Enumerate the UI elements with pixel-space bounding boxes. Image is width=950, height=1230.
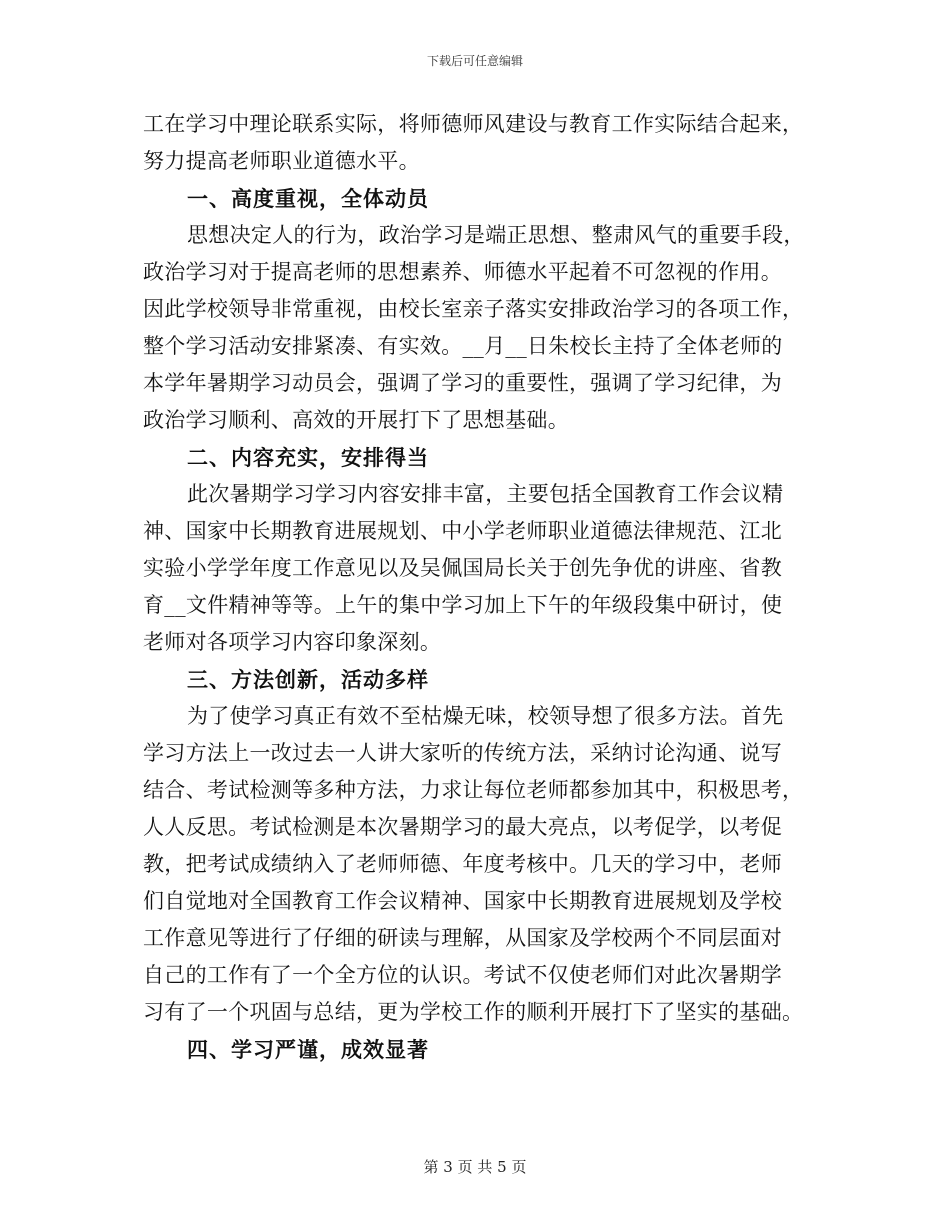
body-line: 学习方法上一改过去一人讲大家听的传统方法，采纳讨论沟通、说写 [143,741,782,765]
body-line: 工在学习中理论联系实际，将师德师风建设与教育工作实际结合起来， [143,112,804,136]
body-line: 自己的工作有了一个全方位的认识。考试不仅使老师们对此次暑期学 [143,963,782,987]
body-line: 政治学习对于提高老师的思想素养、师德水平起着不可忽视的作用。 [143,260,782,284]
body-line: 努力提高老师职业道德水平。 [143,149,420,173]
body-line: 老师对各项学习内容印象深刻。 [143,630,442,654]
document-body [143,106,810,1068]
paragraph-start: 思想决定人的行为，政治学习是端正思想、整肃风气的重要手段， [187,223,805,247]
body-line: 教，把考试成绩纳入了老师师德、年度考核中。几天的学习中，老师 [143,852,782,876]
body-line: 习有了一个巩固与总结，更为学校工作的顺利开展打下了坚实的基础。 [143,1000,804,1024]
section-heading-4: 四、学习严谨，成效显著 [187,1037,429,1062]
body-line: 人人反思。考试检测是本次暑期学习的最大亮点，以考促学，以考促 [143,815,782,839]
section-heading-1: 一、高度重视，全体动员 [187,186,429,211]
body-line: 本学年暑期学习动员会，强调了学习的重要性，强调了学习纪律，为 [143,371,782,395]
section-heading-3: 三、方法创新，活动多样 [187,667,429,692]
body-line: 因此学校领导非常重视，由校长室亲子落实安排政治学习的各项工作， [143,297,804,321]
body-line: 育__文件精神等等。上午的集中学习加上下午的年级段集中研讨，使 [143,593,783,617]
paragraph-start: 此次暑期学习学习内容安排丰富，主要包括全国教育工作会议精 [187,482,784,506]
body-line: 神、国家中长期教育进展规划、中小学老师职业道德法律规范、江北 [143,519,782,543]
body-line: 工作意见等进行了仔细的研读与理解，从国家及学校两个不同层面对 [143,926,782,950]
section-heading-2: 二、内容充实，安排得当 [187,445,429,470]
body-line: 结合、考试检测等多种方法，力求让每位老师都参加其中，积极思考， [143,778,804,802]
body-line: 政治学习顺利、高效的开展打下了思想基础。 [143,408,569,432]
body-line: 实验小学学年度工作意见以及吴佩国局长关于创先争优的讲座、省教 [143,556,782,580]
page-header-note: 下载后可任意编辑 [426,54,523,68]
paragraph-start: 为了使学习真正有效不至枯燥无味，校领导想了很多方法。首先 [187,704,784,728]
page-number-footer: 第 3 页 共 5 页 [423,1158,527,1176]
body-line: 整个学习活动安排紧凑、有实效。__月__日朱校长主持了全体老师的 [143,334,783,358]
body-line: 们自觉地对全国教育工作会议精神、国家中长期教育进展规划及学校 [143,889,782,913]
